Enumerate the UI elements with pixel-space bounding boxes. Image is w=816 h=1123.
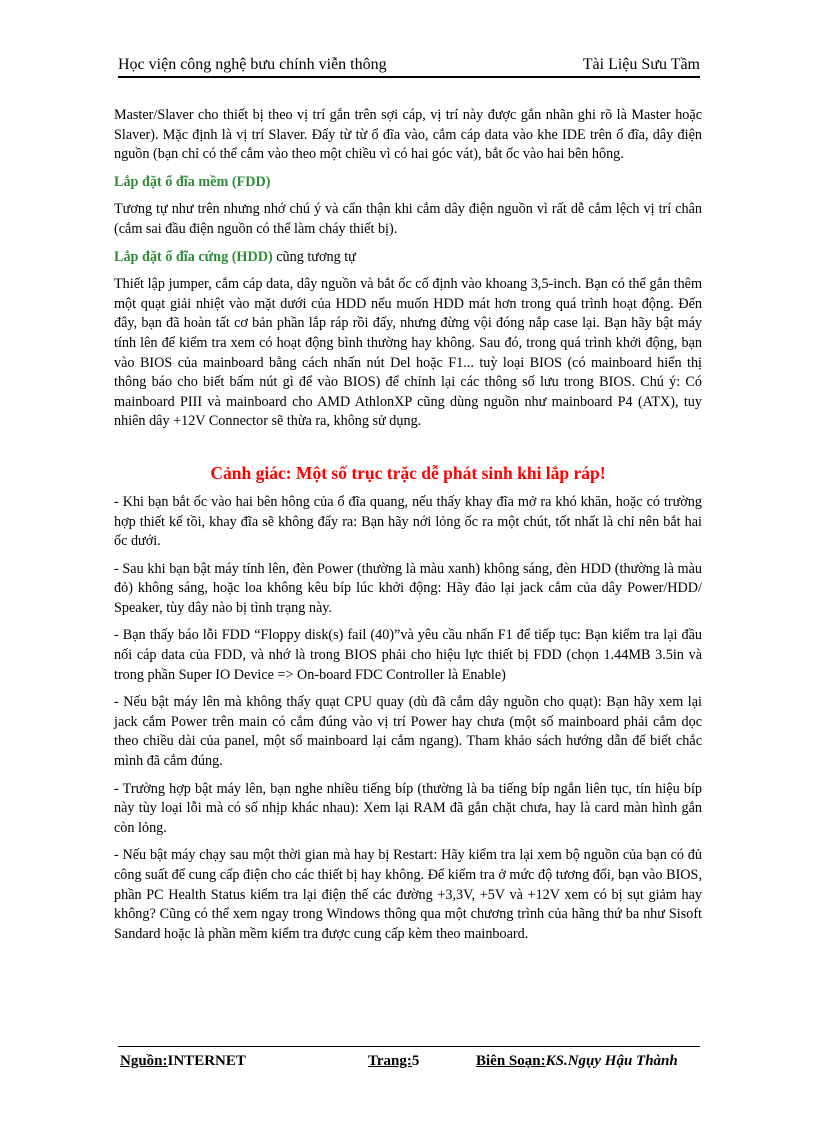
paragraph-master-slave: Master/Slaver cho thiết bị theo vị trí gắn trên sợi cáp, vị trí này được gắn nhãn ghi rõ là Master hoặc Slaver). Mặc định là vị trí Slaver. Đẩy từ từ ổ đĩa vào, cắm cáp data vào khe IDE trên ổ đĩa, dây điện nguồn (bạn chỉ có thể cắm vào theo một chiều vì có hai góc vát), bắt ốc vào hai bên hông. xyxy=(114,107,702,163)
footer-page-label: Trang: xyxy=(368,1053,412,1069)
footer-source-value: INTERNET xyxy=(167,1053,246,1069)
heading-hdd: Lắp đặt ổ đĩa cứng (HDD) xyxy=(114,248,273,265)
footer-source-label: Nguồn: xyxy=(120,1053,168,1069)
page-footer xyxy=(118,1046,700,1069)
footer-author xyxy=(476,1053,678,1070)
warning-item: - Nếu bật máy chạy sau một thời gian mà hay bị Restart: Hãy kiểm tra lại xem bộ nguồn của bạn có đủ công suất để cung cấp điện cho các thiết bị hay không. Để kiểm tra ở mức độ tương đối, bạn vào BIOS, phần PC Health Status kiểm tra lại điện thế các đường +3,3V, +5V và +12V xem có bị sụt giảm hay không? Cũng có thể xem ngay trong Windows thông qua một chương trình của hãng thứ ba như Sisoft Sandard hoặc là phần mềm kiểm tra được cung cấp kèm theo mainboard. xyxy=(114,847,702,942)
heading-hdd-tail: cũng tương tự xyxy=(272,248,356,265)
footer-author-label: Biên Soạn: xyxy=(476,1053,546,1069)
footer-source xyxy=(120,1053,246,1070)
heading-hdd-line xyxy=(114,248,702,268)
page-body xyxy=(114,106,702,952)
paragraph-hdd: Thiết lập jumper, cắm cáp data, dây nguồn và bắt ốc cố định vào khoang 3,5-inch. Bạn có thể gắn thêm một quạt giải nhiệt vào mặt dưới của HDD nếu muốn HDD mát hơn trong quá trình hoạt động. Đến đây, bạn đã hoàn tất cơ bản phần lắp ráp rồi đấy, nhưng đừng vội đóng nắp case lại. Bạn hãy bật máy tính lên để kiểm tra xem có hoạt động bình thường hay không. Sau đó, trong quá trình khởi động, bạn vào BIOS của mainboard bằng cách nhấn nút Del hoặc F1... tuỳ loại BIOS (có mainboard hiển thị thông báo cho biết bấm nút gì để vào BIOS) để chỉnh lại các thông số lưu trong BIOS. Chú ý: Có mainboard PIII và mainboard cho AMD AthlonXP cũng dùng nguồn như mainboard P4 (ATX), tuy nhiên dây +12V Connector sẽ thừa ra, không sử dụng. xyxy=(114,276,702,430)
header-doc-type: Tài Liệu Sưu Tầm xyxy=(582,56,700,73)
warning-item: - Khi bạn bắt ốc vào hai bên hông của ổ đĩa quang, nếu thấy khay đĩa mở ra khó khăn, hoặc có trường hợp thiết kế tồi, khay đĩa sẽ không đẩy ra: Bạn hãy nới lỏng ốc ra một chút, tốt nhất là chỉ nên bắt hai ốc dưới. xyxy=(114,493,702,550)
heading-fdd: Lắp đặt ổ đĩa mềm (FDD) xyxy=(114,173,271,190)
paragraph-fdd: Tương tự như trên nhưng nhớ chú ý và cẩn thận khi cắm dây điện nguồn vì rất dễ cắm lệch vị trí chân (cắm sai đầu điện nguồn có thể làm cháy thiết bị). xyxy=(114,201,702,237)
footer-page xyxy=(368,1053,419,1070)
footer-author-name: KS.Ngụy Hậu Thành xyxy=(545,1053,678,1069)
header-institution: Học viện công nghệ bưu chính viễn thông xyxy=(118,56,387,73)
footer-page-number: 5 xyxy=(411,1053,420,1069)
warning-item: - Nếu bật máy lên mà không thấy quạt CPU quay (dù đã cắm dây nguồn cho quạt): Bạn hãy xem lại jack cắm Power trên main có cắm đúng vào vị trí Power hay chưa (một số mainboard phải cắm dọc theo chiều dài của panel, một số mainboard lại cắm ngang). Tham khảo sách hướng dẫn để biết chắc mình đã cắm đúng. xyxy=(114,694,702,770)
warning-item: - Bạn thấy báo lỗi FDD “Floppy disk(s) fail (40)”và yêu cầu nhấn F1 để tiếp tục: Bạn kiểm tra lại đầu nối cáp data của FDD, và nhớ là trong BIOS phải cho hiệu lực thiết bị FDD (chọn 1.44MB 3.5in và trong phần Super IO Device => On-board FDC Controller là Enable) xyxy=(114,627,702,683)
warning-item: - Trường hợp bật máy lên, bạn nghe nhiều tiếng bíp (thường là ba tiếng bíp ngắn liên tục, tín hiệu bíp này tùy loại lỗi mà có số nhịp khác nhau): Xem lại RAM đã gắn chặt chưa, hay là card màn hình gắn còn lỏng. xyxy=(114,780,702,836)
page-header xyxy=(118,52,700,78)
section-title-warnings: Cảnh giác: Một số trục trặc dễ phát sinh khi lắp ráp! xyxy=(210,462,606,483)
warning-item: - Sau khi bạn bật máy tính lên, đèn Power (thường là màu xanh) không sáng, đèn HDD (thường là màu đỏ) không sáng, hoặc loa không kêu bíp lúc khởi động: Hãy đảo lại jack cắm của dây Power/HDD/ Speaker, tùy dây nào bị tình trạng này. xyxy=(114,560,702,616)
